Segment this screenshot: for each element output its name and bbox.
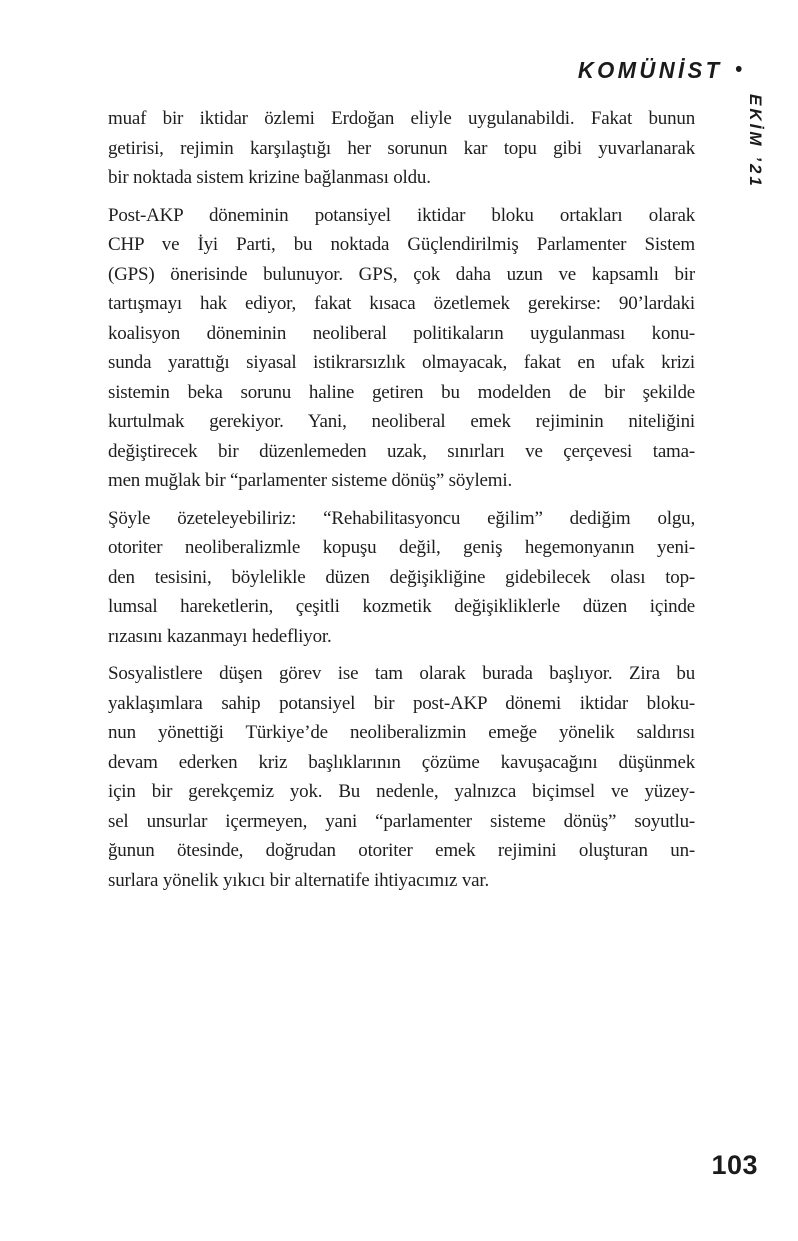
article-body <box>108 104 695 903</box>
text-line: yaklaşımlara sahip potansiyel bir post-AKP dönemi iktidar bloku- <box>108 692 695 714</box>
text-line: den tesisini, böylelikle düzen değişikliğine gidebilecek olası top- <box>108 566 695 588</box>
text-line: Post-AKP döneminin potansiyel iktidar bloku ortakları olarak <box>108 204 695 226</box>
paragraph <box>108 201 695 496</box>
text-line: men muğlak bir “parlamenter sisteme dönüş” söylemi. <box>108 470 512 491</box>
text-line: tartışmayı hak ediyor, fakat kısaca özetlemek gerekirse: 90’lardaki <box>108 293 695 314</box>
text-line: getirisi, rejimin karşılaştığı her sorunun kar topu gibi yuvarlanarak <box>108 137 695 159</box>
text-line: değiştirecek bir düzenlemeden uzak, sınırları ve çerçevesi tama- <box>108 440 695 462</box>
text-line: (GPS) önerisinde bulunuyor. GPS, çok daha uzun ve kapsamlı bir <box>108 263 695 285</box>
page-number: 103 <box>711 1150 758 1180</box>
text-line: Şöyle özeteleyebiliriz: “Rehabilitasyoncu eğilim” dediğim olgu, <box>108 507 695 529</box>
text-line: devam ederken kriz başlıklarının çözüme kavuşacağını düşünmek <box>108 751 695 773</box>
journal-title: KOMÜNİST <box>577 57 723 83</box>
text-line: için bir gerekçemiz yok. Bu nedenle, yalnızca biçimsel ve yüzey- <box>108 781 695 802</box>
text-line: ğunun ötesinde, doğrudan otoriter emek rejimini oluşturan un- <box>108 840 695 861</box>
paragraph <box>108 659 695 895</box>
text-line: koalisyon döneminin neoliberal politikaların uygulanması konu- <box>108 322 695 344</box>
text-line: surlara yönelik yıkıcı bir alternatife ihtiyacımız var. <box>108 869 489 891</box>
text-line: CHP ve İyi Parti, bu noktada Güçlendirilmiş Parlamenter Sistem <box>108 234 695 255</box>
text-line: nun yönettiği Türkiye’de neoliberalizmin emeğe yönelik saldırısı <box>108 722 695 743</box>
text-line: muaf bir iktidar özlemi Erdoğan eliyle uygulanabildi. Fakat bunun <box>108 108 695 129</box>
text-line: kurtulmak gerekiyor. Yani, neoliberal emek rejiminin niteliğini <box>108 411 695 432</box>
paragraph <box>108 504 695 652</box>
text-line: Sosyalistlere düşen görev ise tam olarak burada başlıyor. Zira bu <box>108 663 695 684</box>
text-line: rızasını kazanmayı hedefliyor. <box>108 625 332 647</box>
paragraph <box>108 104 695 193</box>
bullet-icon: • <box>734 57 742 81</box>
text-line: lumsal hareketlerin, çeşitli kozmetik değişikliklerle düzen içinde <box>108 596 695 617</box>
text-line: otoriter neoliberalizmle kopuşu değil, geniş hegemonyanın yeni- <box>108 537 695 558</box>
text-line: sunda yarattığı siyasal istikrarsızlık olmayacak, fakat en ufak krizi <box>108 352 695 373</box>
text-line: sistemin beka sorunu haline getiren bu modelden de bir şekilde <box>108 381 695 403</box>
issue-date-vertical-label: EKİM ’21 <box>746 94 765 189</box>
text-line: bir noktada sistem krizine bağlanması oldu. <box>108 167 431 188</box>
journal-header <box>578 57 742 84</box>
text-line: sel unsurlar içermeyen, yani “parlamenter sisteme dönüş” soyutlu- <box>108 810 695 832</box>
